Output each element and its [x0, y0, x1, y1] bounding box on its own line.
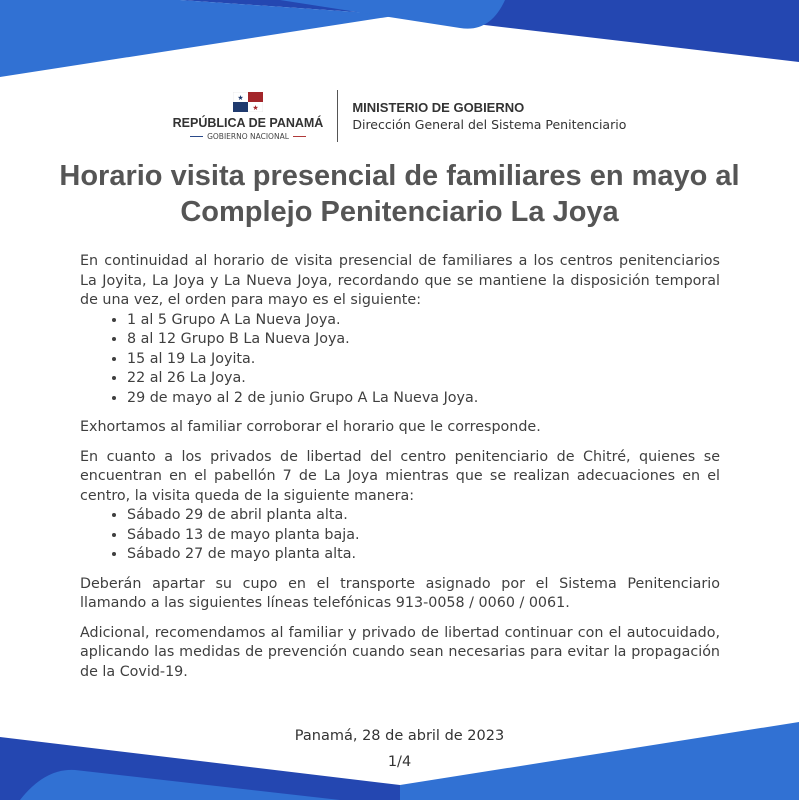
republica-logo	[173, 92, 324, 141]
chitre-schedule-list	[80, 506, 720, 565]
list-item: • 29 de mayo al 2 de junio Grupo A La Nueva Joya.	[127, 389, 720, 409]
directorate-name: Dirección General del Sistema Penitenciario	[352, 117, 627, 132]
ministry-name: MINISTERIO DE GOBIERNO	[352, 100, 525, 115]
chitre-paragraph: En cuanto a los privados de libertad del centro penitenciario de Chitré, quienes se encuentran en el pabellón 7 de La Joya mientras que se realizan adecuaciones en el centro, la visita queda de la siguiente manera:	[80, 448, 720, 504]
intro-paragraph: En continuidad al horario de visita presencial de familiares a los centros penitenciarios La Joyita, La Joya y La Nueva Joya, recordando que se mantiene la disposición temporal de una vez, el orden para mayo es el siguiente:	[80, 253, 720, 308]
svg-text:★: ★	[237, 93, 244, 102]
list-item: • Sábado 27 de mayo planta alta.	[127, 545, 720, 565]
logo-title: REPÚBLICA DE PANAMÁ	[172, 115, 324, 130]
list-item: • 22 al 26 La Joya.	[127, 369, 720, 389]
page-indicator: 1/4	[387, 754, 412, 770]
list-item: • 8 al 12 Grupo B La Nueva Joya.	[127, 330, 720, 350]
logo-divider	[337, 90, 338, 142]
closing-paragraph: Adicional, recomendamos al familiar y privado de libertad continuar con el autocuidado, aplicando las medidas de prevención cuando sean necesarias para evitar la propagación de la Covid-19.	[80, 624, 720, 680]
date-line: Panamá, 28 de abril de 2023	[294, 728, 505, 744]
top-light-band	[0, 0, 400, 77]
exhort-paragraph: Exhortamos al familiar corroborar el horario que le corresponde.	[80, 419, 541, 435]
footer	[0, 728, 799, 770]
header	[0, 90, 799, 142]
svg-text:★: ★	[252, 103, 259, 112]
list-item: • 1 al 5 Grupo A La Nueva Joya.	[127, 311, 720, 331]
ministry-block	[352, 100, 626, 132]
logo-subtitle: GOBIERNO NACIONAL	[207, 131, 289, 141]
panama-flag-icon	[233, 92, 263, 112]
announcement-body	[80, 252, 720, 692]
transport-paragraph: Deberán apartar su cupo en el transporte asignado por el Sistema Penitenciario llamando a las siguientes líneas telefónicas 913-0058 / 0060 / 0061.	[80, 575, 720, 611]
list-item: • Sábado 29 de abril planta alta.	[127, 506, 720, 526]
list-item: • 15 al 19 La Joyita.	[127, 350, 720, 370]
list-item: • Sábado 13 de mayo planta baja.	[127, 526, 720, 546]
schedule-list	[80, 311, 720, 409]
page-title: Horario visita presencial de familiares en mayo al Complejo Penitenciario La Joya	[59, 160, 740, 228]
